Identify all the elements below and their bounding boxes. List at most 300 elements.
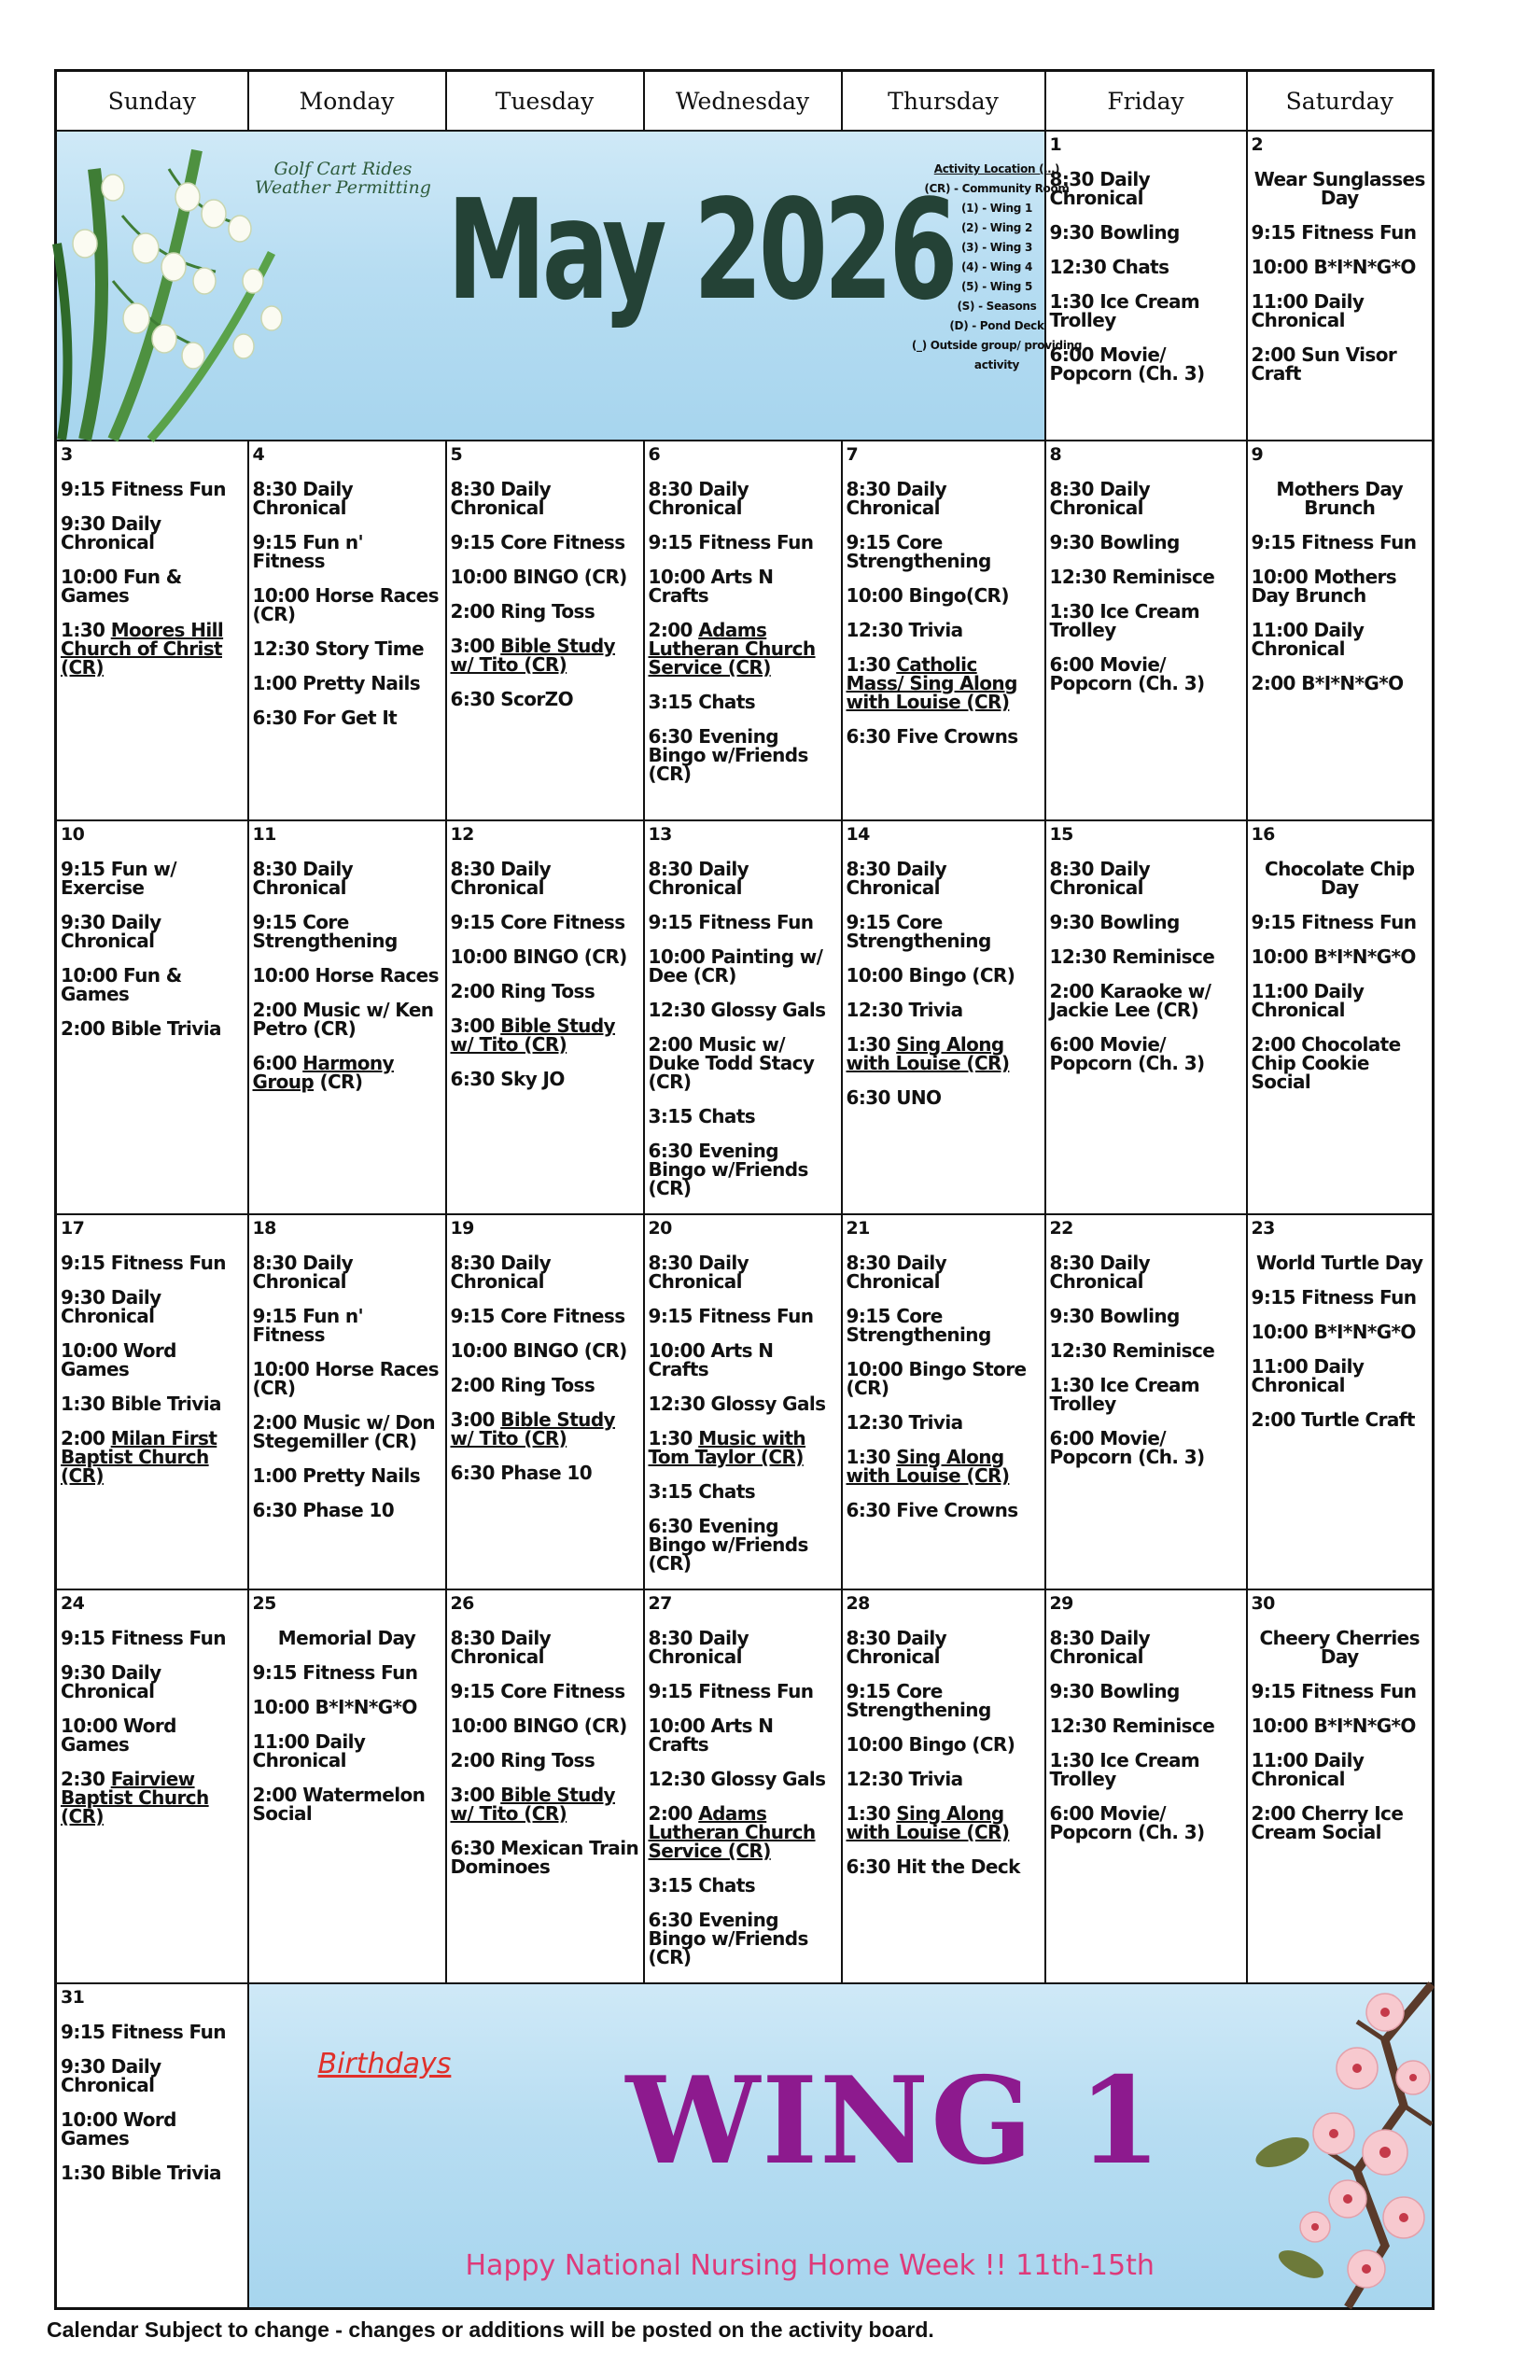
activity-item <box>649 1911 837 1967</box>
activity-item <box>61 480 244 498</box>
week-row-3 <box>56 820 1434 1214</box>
activity-item <box>61 1770 244 1826</box>
activity-text: World Turtle Day <box>1256 1252 1423 1274</box>
activity-item <box>1050 1716 1242 1735</box>
activity-text: 6:30 ScorZO <box>450 688 573 710</box>
wing-title: WING 1 <box>625 2051 1164 2191</box>
activity-text: 3:15 Chats <box>648 1480 756 1503</box>
activity-item <box>253 1307 441 1344</box>
day-content <box>249 821 445 1091</box>
day-content <box>843 1590 1044 1876</box>
activity-outside-group: Milan First Baptist Church (CR) <box>61 1427 217 1487</box>
activity-item <box>649 1394 837 1413</box>
day-number: 20 <box>648 1218 672 1239</box>
activity-text: 12:30 Trivia <box>846 1768 963 1790</box>
activity-item <box>847 1682 1041 1719</box>
day-content <box>447 1215 643 1482</box>
activity-item <box>253 1466 441 1485</box>
activity-item <box>253 913 441 950</box>
activity-item <box>451 860 639 897</box>
activity-item <box>451 1253 639 1291</box>
activity-item <box>451 1376 639 1394</box>
activity-item <box>451 1070 639 1088</box>
day-number: 11 <box>252 824 276 845</box>
activity-text: 8:30 Daily Chronical <box>1049 1252 1151 1293</box>
activity-item <box>1050 1341 1242 1360</box>
activity-item <box>451 602 639 621</box>
activity-text: 9:15 Fitness Fun <box>648 1305 814 1327</box>
activity-text: 9:15 Core Fitness <box>450 1305 625 1327</box>
activity-text: 6:00 Movie/ Popcorn (Ch. 3) <box>1049 1033 1205 1074</box>
activity-text: 2:00 Ring Toss <box>450 1374 595 1396</box>
activity-text: 2:00 Music w/ Don Stegemiller (CR) <box>252 1411 436 1452</box>
activity-text: 10:00 B*I*N*G*O <box>252 1696 417 1718</box>
day-number: 31 <box>61 1987 85 2008</box>
activity-text: 12:30 Story Time <box>252 637 424 660</box>
activity-outside-group: Adams Lutheran Church Service (CR) <box>648 619 816 679</box>
activity-item <box>1252 1682 1429 1701</box>
day-cell <box>56 1589 248 1983</box>
activity-text: 8:30 Daily Chronical <box>450 478 552 519</box>
activity-item <box>451 533 639 552</box>
header-tuesday: Tuesday <box>446 71 644 132</box>
activity-item <box>253 708 441 727</box>
activity-text: 1:30 Ice Cream Trolley <box>1049 1749 1200 1790</box>
activity-item <box>253 1732 441 1770</box>
activity-item <box>1252 621 1429 658</box>
activity-outside-group: Bible Study w/ Tito (CR) <box>450 1015 615 1056</box>
day-cell <box>1247 441 1434 820</box>
activity-item <box>1050 567 1242 586</box>
day-content <box>249 441 445 727</box>
activity-outside-group: Bible Study w/ Tito (CR) <box>450 1408 615 1449</box>
activity-text: 2:00 <box>648 619 699 641</box>
day-number: 28 <box>846 1593 870 1614</box>
activity-text: 10:00 Arts N Crafts <box>648 566 774 607</box>
activity-item <box>649 860 837 897</box>
activity-item <box>847 480 1041 517</box>
activity-text: 2:00 B*I*N*G*O <box>1251 672 1404 694</box>
activity-text: 9:15 Core Fitness <box>450 911 625 933</box>
activity-item <box>451 1341 639 1360</box>
day-number: 1 <box>1049 134 1062 155</box>
day-content <box>249 1215 445 1519</box>
activity-text: 9:15 Fun w/ Exercise <box>61 858 176 899</box>
activity-item <box>61 1288 244 1325</box>
day-cell <box>446 1214 644 1589</box>
activity-item <box>847 1501 1041 1519</box>
activity-text: 10:00 B*I*N*G*O <box>1251 945 1416 968</box>
activity-text: 8:30 Daily Chronical <box>846 1627 947 1668</box>
day-number: 10 <box>61 824 85 845</box>
activity-text: 1:00 Pretty Nails <box>252 672 421 694</box>
activity-text: 9:15 Fitness Fun <box>648 531 814 553</box>
activity-text: 9:15 Fitness Fun <box>1251 911 1417 933</box>
activity-text: 6:00 Movie/ Popcorn (Ch. 3) <box>1049 1802 1205 1843</box>
activity-text: 9:30 Daily Chronical <box>61 2055 161 2096</box>
activity-text: 9:15 Fitness Fun <box>1251 1680 1417 1702</box>
activity-text: 9:15 Fitness Fun <box>648 1680 814 1702</box>
activity-text: 2:00 Ring Toss <box>450 600 595 623</box>
day-content <box>57 1984 247 2182</box>
day-content <box>249 1590 445 1823</box>
header-friday: Friday <box>1045 71 1247 132</box>
activity-item <box>1252 1716 1429 1735</box>
day-number: 3 <box>61 444 73 465</box>
activity-item <box>847 727 1041 746</box>
activity-text: 9:15 Fitness Fun <box>252 1661 418 1684</box>
activity-item <box>649 1429 837 1466</box>
activity-text: 9:15 Core Fitness <box>450 531 625 553</box>
activity-item <box>649 1035 837 1091</box>
day-number: 8 <box>1049 444 1062 465</box>
activity-text: 2:30 <box>61 1768 111 1790</box>
activity-outside-group: Sing Along with Louise (CR) <box>846 1033 1010 1074</box>
activity-outside-group: Sing Along with Louise (CR) <box>846 1446 1010 1487</box>
week-row-4 <box>56 1214 1434 1589</box>
activity-item <box>1252 345 1429 383</box>
activity-item <box>847 913 1041 950</box>
activity-item <box>1050 1376 1242 1413</box>
activity-item <box>1252 1253 1429 1272</box>
activity-item <box>649 1804 837 1860</box>
day-number: 29 <box>1049 1593 1073 1614</box>
day-number: 22 <box>1049 1218 1073 1239</box>
day-content <box>1248 821 1433 1091</box>
day-cell <box>1045 820 1247 1214</box>
activity-item <box>1050 1035 1242 1072</box>
activity-item <box>451 1839 639 1876</box>
activity-text: 1:30 <box>648 1427 699 1449</box>
activity-text: 2:00 Music w/ Ken Petro (CR) <box>252 999 434 1040</box>
activity-item <box>451 1410 639 1448</box>
day-number: 4 <box>252 444 265 465</box>
day-cell <box>248 820 446 1214</box>
activity-text: 8:30 Daily Chronical <box>252 1252 354 1293</box>
birthdays-heading: Birthdays <box>317 2048 452 2080</box>
activity-text: 10:00 Fun & Games <box>61 566 182 607</box>
activity-item <box>847 1629 1041 1666</box>
activity-location-legend: Activity Location (…) (CR) - Community Room (1) - Wing 1 (2) - Wing 2 (3) - Wing 3 (4) - Wing 4 (5) - Wing 5 (S) - Seasons (D) - Pond Deck (_) Outside group/ providing activity <box>911 162 1083 371</box>
header-sunday: Sunday <box>56 71 248 132</box>
day-number: 30 <box>1251 1593 1275 1614</box>
activity-text: 11:00 Daily Chronical <box>1251 1749 1365 1790</box>
activity-item <box>61 1253 244 1272</box>
activity-item <box>649 1307 837 1325</box>
activity-text: 8:30 Daily Chronical <box>1049 1627 1151 1668</box>
activity-item <box>847 1413 1041 1432</box>
day-cell <box>1045 1214 1247 1589</box>
activity-item <box>847 1857 1041 1876</box>
activity-item <box>1252 860 1429 897</box>
activity-text: 6:00 Movie/ Popcorn (Ch. 3) <box>1049 1427 1205 1468</box>
activity-text: 2:00 Chocolate Chip Cookie Social <box>1251 1033 1401 1093</box>
activity-text: 2:00 <box>648 1802 699 1825</box>
activity-text: 8:30 Daily Chronical <box>846 1252 947 1293</box>
activity-item <box>253 1629 441 1647</box>
activity-text: 10:00 Bingo Store (CR) <box>846 1358 1027 1399</box>
header-thursday: Thursday <box>842 71 1045 132</box>
activity-text: 6:30 Evening Bingo w/Friends (CR) <box>648 1909 808 1968</box>
activity-item <box>847 586 1041 605</box>
activity-text: 12:30 Glossy Gals <box>648 1393 826 1415</box>
activity-text: 6:30 Evening Bingo w/Friends (CR) <box>648 1515 808 1575</box>
activity-text: 3:00 <box>450 635 501 657</box>
activity-text: 9:15 Fun n' Fitness <box>252 531 364 572</box>
activity-text: 2:00 Bible Trivia <box>61 1017 221 1040</box>
activity-text: 1:30 <box>846 1446 897 1468</box>
activity-item <box>253 1698 441 1716</box>
week-row-2 <box>56 441 1434 820</box>
cherry-blossom-icon <box>1245 1984 1432 2307</box>
activity-text: 3:15 Chats <box>648 691 756 713</box>
day-number: 19 <box>450 1218 474 1239</box>
activity-text: 2:00 Turtle Craft <box>1251 1408 1415 1431</box>
activity-item <box>253 1001 441 1038</box>
activity-text: 10:00 Bingo (CR) <box>846 1733 1015 1756</box>
activity-item <box>61 1019 244 1038</box>
activity-item <box>253 1785 441 1823</box>
activity-text: 6:30 Hit the Deck <box>846 1855 1020 1878</box>
day-content <box>1248 132 1433 383</box>
activity-text: 6:30 Five Crowns <box>846 1499 1018 1521</box>
day-number: 14 <box>846 824 870 845</box>
activity-text: 9:15 Fitness Fun <box>1251 531 1417 553</box>
activity-item <box>847 621 1041 639</box>
day-content <box>1248 1215 1433 1429</box>
activity-text: 6:30 Mexican Train Dominoes <box>450 1837 639 1878</box>
activity-text: 9:15 Fitness Fun <box>1251 221 1417 244</box>
day-content <box>1046 441 1246 693</box>
activity-item <box>1050 1682 1242 1701</box>
activity-item <box>649 727 837 783</box>
day-number: 24 <box>61 1593 85 1614</box>
day-content <box>447 1590 643 1876</box>
day-cell <box>56 441 248 820</box>
day-cell <box>1045 441 1247 820</box>
activity-text: 12:30 Reminisce <box>1049 1339 1215 1362</box>
day-content <box>57 1590 247 1826</box>
activity-item <box>451 1463 639 1482</box>
activity-item <box>61 1663 244 1701</box>
activity-item <box>649 567 837 605</box>
activity-text: 12:30 Glossy Gals <box>648 999 826 1021</box>
activity-item <box>253 674 441 693</box>
activity-item <box>649 621 837 677</box>
day-cell <box>1045 1589 1247 1983</box>
activity-item <box>649 1876 837 1895</box>
activity-text: 9:30 Bowling <box>1049 911 1180 933</box>
activity-text: Mothers Day Brunch <box>1276 478 1404 519</box>
activity-text: 6:30 UNO <box>846 1086 942 1109</box>
activity-text: 6:00 Movie/ Popcorn (Ch. 3) <box>1049 653 1205 694</box>
day-content <box>1046 821 1246 1072</box>
activity-text: 12:30 Trivia <box>846 1411 963 1434</box>
activity-text: 11:00 Daily Chronical <box>1251 1355 1365 1396</box>
activity-text: 2:00 Cherry Ice Cream Social <box>1251 1802 1404 1843</box>
activity-text: 9:15 Fitness Fun <box>1251 1286 1417 1309</box>
activity-item <box>253 1253 441 1291</box>
activity-item <box>649 1341 837 1379</box>
activity-item <box>649 1001 837 1019</box>
activity-item <box>1050 860 1242 897</box>
day-cell <box>56 1983 248 2309</box>
activity-text: 10:00 Horse Races (CR) <box>252 584 439 625</box>
activity-item <box>1252 913 1429 931</box>
activity-item <box>847 1253 1041 1291</box>
activity-item <box>1252 1323 1429 1341</box>
day-content <box>1046 1215 1246 1466</box>
day-number: 9 <box>1251 444 1264 465</box>
activity-text: 3:00 <box>450 1015 501 1037</box>
activity-text: 1:30 Bible Trivia <box>61 2162 221 2184</box>
activity-text: 9:15 Core Fitness <box>450 1680 625 1702</box>
activity-text: 9:30 Daily Chronical <box>61 1661 161 1702</box>
activity-text: 12:30 Trivia <box>846 999 963 1021</box>
activity-text: 8:30 Daily Chronical <box>648 858 749 899</box>
month-title: May 2026 <box>447 170 955 330</box>
activity-text: 9:30 Daily Chronical <box>61 512 161 553</box>
activity-item <box>253 1501 441 1519</box>
activity-item <box>61 514 244 552</box>
activity-item <box>61 913 244 950</box>
activity-outside-group: Bible Study w/ Tito (CR) <box>450 1784 615 1825</box>
activity-text: 9:15 Fitness Fun <box>61 2021 226 2043</box>
activity-item <box>1252 1035 1429 1091</box>
activity-item <box>1252 567 1429 605</box>
activity-item <box>451 1307 639 1325</box>
activity-item <box>451 982 639 1001</box>
activity-text: 2:00 Karaoke w/ Jackie Lee (CR) <box>1049 980 1211 1021</box>
activity-item <box>451 947 639 966</box>
activity-item <box>1252 674 1429 693</box>
activity-text: 2:00 Watermelon Social <box>252 1784 426 1825</box>
activity-item <box>451 1716 639 1735</box>
day-cell <box>842 1214 1045 1589</box>
day-cell <box>446 441 644 820</box>
activity-outside-group: Moores Hill Church of Christ (CR) <box>61 619 224 679</box>
activity-item <box>1050 1307 1242 1325</box>
activity-text: Cheery Cherries Day <box>1259 1627 1420 1668</box>
activity-item <box>1050 913 1242 931</box>
calendar-footnote: Calendar Subject to change - changes or additions will be posted on the activity board. <box>47 2317 934 2342</box>
activity-text: 12:30 Reminisce <box>1049 945 1215 968</box>
activity-text: 9:15 Core Strengthening <box>846 911 991 952</box>
activity-text: 1:30 <box>61 619 111 641</box>
day-cell <box>1247 820 1434 1214</box>
activity-text: 10:00 BINGO (CR) <box>450 1339 627 1362</box>
activity-item <box>61 1716 244 1754</box>
activity-outside-group: Harmony Group <box>252 1052 394 1093</box>
week-row-1 <box>56 131 1434 441</box>
day-cell <box>56 1214 248 1589</box>
day-content <box>1248 441 1433 693</box>
activity-item <box>1050 602 1242 639</box>
day-content <box>447 441 643 708</box>
activity-item <box>61 621 244 677</box>
day-content <box>57 1215 247 1485</box>
activity-text: 11:00 Daily Chronical <box>1251 290 1365 331</box>
activity-text: 9:30 Bowling <box>1049 221 1180 244</box>
activity-text: 12:30 Trivia <box>846 619 963 641</box>
header-saturday: Saturday <box>1247 71 1434 132</box>
activity-item <box>649 1517 837 1573</box>
activity-text: 10:00 B*I*N*G*O <box>1251 256 1416 278</box>
activity-item <box>1252 1629 1429 1666</box>
activity-text: 10:00 Word Games <box>61 1339 176 1380</box>
day-content <box>843 441 1044 746</box>
activity-item <box>1252 1410 1429 1429</box>
activity-text: 8:30 Daily Chronical <box>648 1627 749 1668</box>
activity-item <box>847 966 1041 985</box>
day-cell <box>644 1589 842 1983</box>
activity-item <box>847 1804 1041 1841</box>
activity-item <box>61 860 244 897</box>
activity-item <box>847 1307 1041 1344</box>
activity-text: 10:00 Arts N Crafts <box>648 1715 774 1756</box>
activity-text: 9:15 Fun n' Fitness <box>252 1305 364 1346</box>
activity-item <box>253 860 441 897</box>
day-cell <box>842 1589 1045 1983</box>
activity-text: 2:00 Sun Visor Craft <box>1251 343 1397 385</box>
activity-text: 12:30 Reminisce <box>1049 1715 1215 1737</box>
activity-text: 1:30 <box>846 1033 897 1056</box>
day-number: 27 <box>648 1593 672 1614</box>
activity-item <box>451 690 639 708</box>
day-cell <box>248 441 446 820</box>
activity-text: 8:30 Daily Chronical <box>648 1252 749 1293</box>
activity-text: 2:00 Ring Toss <box>450 980 595 1002</box>
activity-text: 9:15 Fitness Fun <box>61 1252 226 1274</box>
activity-item <box>649 480 837 517</box>
day-number: 12 <box>450 824 474 845</box>
activity-item <box>61 1341 244 1379</box>
day-number: 26 <box>450 1593 474 1614</box>
activity-text: 10:00 Word Games <box>61 1715 176 1756</box>
activity-text: 10:00 Mothers Day Brunch <box>1251 566 1397 607</box>
day-number: 5 <box>450 444 463 465</box>
day-number: 2 <box>1251 134 1264 155</box>
day-cell <box>842 441 1045 820</box>
day-content <box>57 821 247 1038</box>
activity-text: 9:30 Bowling <box>1049 1305 1180 1327</box>
activity-text: 8:30 Daily Chronical <box>1049 168 1151 209</box>
header-monday: Monday <box>248 71 446 132</box>
activity-outside-group: Sing Along with Louise (CR) <box>846 1802 1010 1843</box>
activity-text: 11:00 Daily Chronical <box>252 1730 366 1771</box>
activity-outside-group: Adams Lutheran Church Service (CR) <box>648 1802 816 1862</box>
activity-item <box>451 1016 639 1054</box>
activity-outside-group: Fairview Baptist Church (CR) <box>61 1768 209 1827</box>
activity-text: 8:30 Daily Chronical <box>252 858 354 899</box>
activity-text: 8:30 Daily Chronical <box>846 478 947 519</box>
activity-text: 12:30 Chats <box>1049 256 1169 278</box>
day-number: 25 <box>252 1593 276 1614</box>
activity-text: 11:00 Daily Chronical <box>1251 980 1365 1021</box>
activity-item <box>1252 1751 1429 1788</box>
day-number: 23 <box>1251 1218 1275 1239</box>
activity-text: Wear Sunglasses Day <box>1253 168 1425 209</box>
activity-text: 6:30 For Get It <box>252 707 398 729</box>
activity-text: 3:00 <box>450 1784 501 1806</box>
activity-item <box>61 2057 244 2094</box>
activity-item <box>649 1770 837 1788</box>
activity-item <box>61 567 244 605</box>
activity-item <box>1050 1429 1242 1466</box>
day-number: 13 <box>648 824 672 845</box>
activity-text: 10:00 BINGO (CR) <box>450 1715 627 1737</box>
activity-item <box>649 1107 837 1126</box>
